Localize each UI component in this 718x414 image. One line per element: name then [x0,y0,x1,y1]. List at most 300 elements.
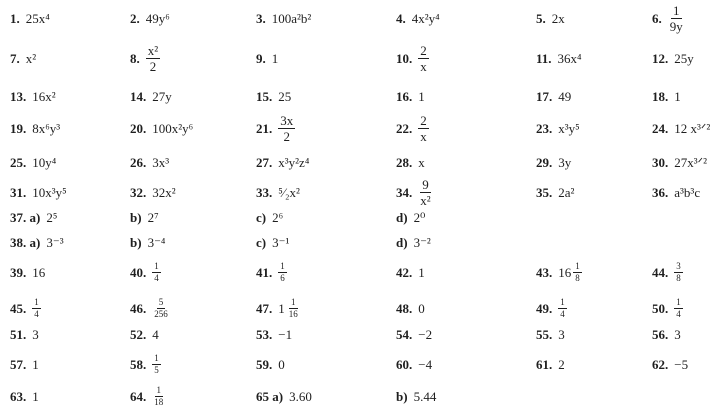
answer-text: 10y⁴ [32,154,57,170]
answer-item [10,48,36,68]
answer-item [10,118,60,138]
problem-number: 38. a) [10,234,41,250]
problem-number: 1. [10,10,20,26]
problem-number: 61. [536,356,553,372]
answer-text: −2 [418,326,433,342]
answer-value [278,262,287,283]
problem-number: 31. [10,184,27,200]
fraction [418,44,429,73]
answer-item [130,182,176,202]
answer-item [396,42,429,74]
answer-item [396,8,440,28]
problem-number: 28. [396,154,413,170]
answer-item [256,232,289,252]
fraction-numerator: 3 [676,260,681,271]
answer-text: 10x³y⁵ [32,184,67,200]
fraction-denominator: 2 [283,128,290,144]
fraction [152,298,170,319]
answer-value [26,12,50,25]
fraction-numerator: x² [147,42,159,58]
answer-text: 3x³ [152,154,170,170]
answer-item [130,152,169,172]
answer-value [278,156,309,169]
answer-value [418,358,432,371]
problem-number: 22. [396,120,413,136]
answer-value [32,298,41,319]
answer-item [396,112,429,144]
answer-item [396,232,431,252]
answer-item [396,152,425,172]
fraction-denominator: 5 [154,364,159,375]
answer-item [10,324,39,344]
problem-number: b) [130,234,142,250]
problem-number: 21. [256,120,273,136]
answer-value [674,328,681,341]
fraction-numerator: 2 [420,112,427,128]
answer-text: x³y²z⁴ [278,154,310,170]
problem-number: 64. [130,388,147,404]
answer-item [256,354,285,374]
answer-value [418,178,432,207]
answer-value [278,358,285,371]
answer-value [272,211,283,224]
problem-number: 2. [130,10,140,26]
answer-text: 4 [152,326,159,342]
problem-number: 58. [130,356,147,372]
problem-number: 43. [536,264,553,280]
answer-item [652,152,707,172]
fraction [278,114,295,143]
answer-text: 2⁶ [272,209,284,225]
answer-item [256,207,283,227]
fraction [573,262,582,283]
problem-number: 48. [396,300,413,316]
problem-number: 62. [652,356,669,372]
answer-value [674,262,683,283]
answer-value [152,186,175,199]
answer-value [148,236,166,249]
answer-value [146,12,170,25]
answer-value [152,262,161,283]
problem-number: 7. [10,50,20,66]
fraction-numerator: 1 [280,260,285,271]
problem-number: 4. [396,10,406,26]
answer-value [418,328,432,341]
answer-value [152,386,165,407]
answer-text: x³y⁵ [558,120,580,136]
problem-number: 11. [536,50,552,66]
problem-number: 36. [652,184,669,200]
answer-item [130,232,165,252]
fraction-numerator: 1 [34,296,39,307]
problem-number: 10. [396,50,413,66]
answer-value [558,328,565,341]
problem-number: 25. [10,154,27,170]
answer-item [256,298,300,318]
answer-value [272,12,312,25]
answer-value [674,186,700,199]
answer-item [536,152,571,172]
answer-text: 27y [152,88,172,104]
fraction-denominator: 256 [154,308,168,319]
answer-text: 3y [558,154,572,170]
answer-item [536,182,574,202]
answer-item [536,8,565,28]
answer-value [418,156,425,169]
problem-number: 52. [130,326,147,342]
answer-text: 3⁻⁴ [147,234,166,250]
answer-value [152,328,159,341]
answer-value [46,236,63,249]
answer-item [130,118,193,138]
fraction-denominator: 8 [676,272,681,283]
answer-text: 36x⁴ [557,50,582,66]
answer-value [674,122,710,135]
answer-item [396,262,425,282]
answer-item [536,324,565,344]
answer-item [652,2,685,34]
answer-item [396,298,425,318]
answer-value [146,44,160,73]
fraction [287,298,300,319]
problem-number: 41. [256,264,273,280]
answer-value [412,12,440,25]
problem-number: 19. [10,120,27,136]
problem-number: 14. [130,88,147,104]
answer-value [558,52,582,65]
answer-item [256,86,291,106]
answer-text: 12 x³ᐟ² [674,120,711,136]
problem-number: 53. [256,326,273,342]
fraction-denominator: 9y [669,18,683,34]
fraction-denominator: 4 [560,308,565,319]
answer-value [278,114,295,143]
fraction-denominator: x [420,58,427,74]
fraction-numerator: 1 [676,296,681,307]
fraction-numerator: 1 [156,384,161,395]
answer-item [536,86,571,106]
answer-value [674,90,681,103]
answer-text: 4x²y⁴ [411,10,440,26]
answer-item [652,298,683,318]
problem-number: 33. [256,184,273,200]
answer-text: 1 [418,264,425,280]
answer-item [256,182,300,202]
problem-number: 27. [256,154,273,170]
answer-value [32,358,39,371]
problem-number: 50. [652,300,669,316]
fraction [152,386,165,407]
fraction [674,262,683,283]
answer-item [536,354,565,374]
answer-value [148,211,159,224]
answer-value [32,328,39,341]
problem-number: 15. [256,88,273,104]
answer-text: 3 [674,326,681,342]
answer-value [674,298,683,319]
answer-item [130,298,170,318]
answer-item [256,112,295,144]
answer-text: ⁵⁄₂x² [278,184,300,200]
answer-item [256,152,309,172]
problem-number: b) [396,388,408,404]
problem-number: d) [396,209,408,225]
fraction-denominator: 4 [154,272,159,283]
answer-text: −4 [418,356,433,372]
problem-number: 39. [10,264,27,280]
answer-text: 25y [674,50,694,66]
answer-value [32,266,45,279]
answer-item [10,232,64,252]
answer-text: a³b³c [674,184,701,200]
answer-text: 1 [32,388,39,404]
problem-number: c) [256,234,267,250]
problem-number: 5. [536,10,546,26]
fraction-numerator: 3x [280,112,294,128]
problem-number: 40. [130,264,147,280]
answer-value [32,90,55,103]
answer-value [414,211,426,224]
answer-value [558,298,567,319]
answer-text: 16x² [32,88,56,104]
answer-text: 49 [558,88,572,104]
fraction [668,4,685,33]
answer-item [536,118,580,138]
problem-number: 54. [396,326,413,342]
fraction-denominator: 4 [676,308,681,319]
answer-text: 1 [674,88,681,104]
problem-number: 9. [256,50,266,66]
answer-item [396,176,433,208]
answer-value [278,298,300,319]
answer-value [278,328,292,341]
problem-number: 63. [10,388,27,404]
answer-item [652,118,710,138]
answer-item [130,86,172,106]
problem-number: 45. [10,300,27,316]
answer-text: 2⁵ [46,209,58,225]
problem-number: 56. [652,326,669,342]
fraction-numerator: 1 [673,2,680,18]
fraction [32,298,41,319]
fraction [674,298,683,319]
answer-value [32,186,66,199]
fraction-numerator: 1 [154,352,159,363]
fraction-denominator: 8 [575,272,580,283]
answer-item [10,262,45,282]
answer-item [396,324,432,344]
answer-value [418,302,425,315]
answer-text: 3⁻³ [46,234,64,250]
answer-item [130,262,161,282]
answer-item [130,324,159,344]
problem-number: 34. [396,184,413,200]
fraction [558,298,567,319]
answer-value [558,186,574,199]
answer-text: 2a² [558,184,575,200]
answer-text: 3⁻¹ [272,234,290,250]
problem-number: 12. [652,50,669,66]
fraction-numerator: 1 [560,296,565,307]
answer-item [130,207,159,227]
answer-text: 16 [32,264,46,280]
fraction-denominator: 2 [149,58,157,74]
answer-value [418,114,429,143]
problem-number: 29. [536,154,553,170]
fraction-denominator: x² [420,192,431,208]
answer-value [674,358,688,371]
problem-number: 47. [256,300,273,316]
fraction-numerator: 1 [575,260,580,271]
answer-text: 49y⁶ [145,10,170,26]
answer-value [558,156,571,169]
problem-number: 16. [396,88,413,104]
answer-value [414,236,431,249]
answer-item [396,86,425,106]
answer-item [536,298,567,318]
answer-item [396,207,425,227]
answer-value [418,266,425,279]
answer-item [652,182,700,202]
mixed-number-whole: 16 [558,264,572,280]
answer-text: 3 [558,326,565,342]
answer-text: 25 [278,88,292,104]
answer-value [278,90,291,103]
answer-item [256,48,278,68]
problem-number: 3. [256,10,266,26]
answer-text: 3.60 [289,388,312,404]
fraction-numerator: 9 [422,176,429,192]
answer-item [10,8,50,28]
problem-number: c) [256,209,267,225]
fraction [278,262,287,283]
fraction-denominator: 4 [34,308,39,319]
answer-text: 100x²y⁶ [152,120,194,136]
answer-text: 32x² [152,184,176,200]
answer-item [652,262,683,282]
fraction-denominator: 16 [288,308,298,319]
answer-item [10,386,39,406]
answer-value [278,186,300,199]
answer-text: −1 [278,326,293,342]
answer-value [674,52,694,65]
answer-text: 3⁻² [413,234,431,250]
answer-text: 2 [558,356,565,372]
answer-value [152,122,193,135]
answer-item [10,354,39,374]
problem-number: 8. [130,50,140,66]
answer-value [32,156,56,169]
answer-text: 27x³ᐟ² [674,154,708,170]
fraction-numerator: 1 [291,296,296,307]
answer-value [272,52,279,65]
problem-number: 13. [10,88,27,104]
answer-item [652,354,688,374]
answer-value [32,122,60,135]
answer-value [46,211,57,224]
answer-item [652,86,681,106]
problem-number: 44. [652,264,669,280]
answer-text: 1 [32,356,39,372]
answer-item [130,8,170,28]
answer-item [256,386,312,406]
problem-number: b) [130,209,142,225]
problem-number: 55. [536,326,553,342]
answer-value [558,90,571,103]
answer-item [256,262,287,282]
answer-value [152,298,170,319]
problem-number: 6. [652,10,662,26]
answer-value [558,358,565,371]
answer-item [652,324,681,344]
answer-text: x² [25,50,37,66]
answer-item [10,152,56,172]
fraction [146,44,160,73]
answer-item [130,386,165,406]
fraction-denominator: 18 [154,396,164,407]
answer-value [552,12,565,25]
answer-item [10,86,56,106]
problem-number: 24. [652,120,669,136]
answer-item [536,262,582,282]
answer-text: −5 [674,356,689,372]
answer-value [418,44,429,73]
answer-text: 1 [418,88,425,104]
answer-value [152,90,172,103]
problem-number: 57. [10,356,27,372]
answer-text: 25x⁴ [25,10,50,26]
fraction-numerator: 5 [158,296,164,307]
answer-item [130,42,160,74]
problem-number: 26. [130,154,147,170]
answer-text: 100a²b² [271,10,312,26]
answer-value [26,52,36,65]
problem-number: d) [396,234,408,250]
answer-item [130,354,161,374]
answer-value [289,390,312,403]
fraction [418,178,432,207]
answer-item [10,298,41,318]
answer-value [152,354,161,375]
answer-item [10,182,67,202]
problem-number: 30. [652,154,669,170]
answer-text: 0 [278,356,285,372]
fraction-numerator: 2 [420,42,427,58]
mixed-number-whole: 1 [278,300,285,316]
answer-item [256,324,292,344]
answer-text: 2x [551,10,565,26]
answer-item [396,386,436,406]
problem-number: 37. a) [10,209,41,225]
problem-number: 65 a) [256,388,284,404]
answer-text: 2⁰ [413,209,426,225]
problem-number: 18. [652,88,669,104]
answer-text: 8x⁶y³ [32,120,61,136]
answer-item [652,48,694,68]
answer-text: 0 [418,300,425,316]
answer-item [256,8,311,28]
answer-text: 2⁷ [147,209,159,225]
answer-value [558,122,579,135]
answer-value [418,90,425,103]
problem-number: 17. [536,88,553,104]
answer-value [272,236,289,249]
problem-number: 20. [130,120,147,136]
answer-value [152,156,169,169]
fraction-numerator: 1 [154,260,159,271]
answer-value [414,390,437,403]
fraction-denominator: x [420,128,427,144]
